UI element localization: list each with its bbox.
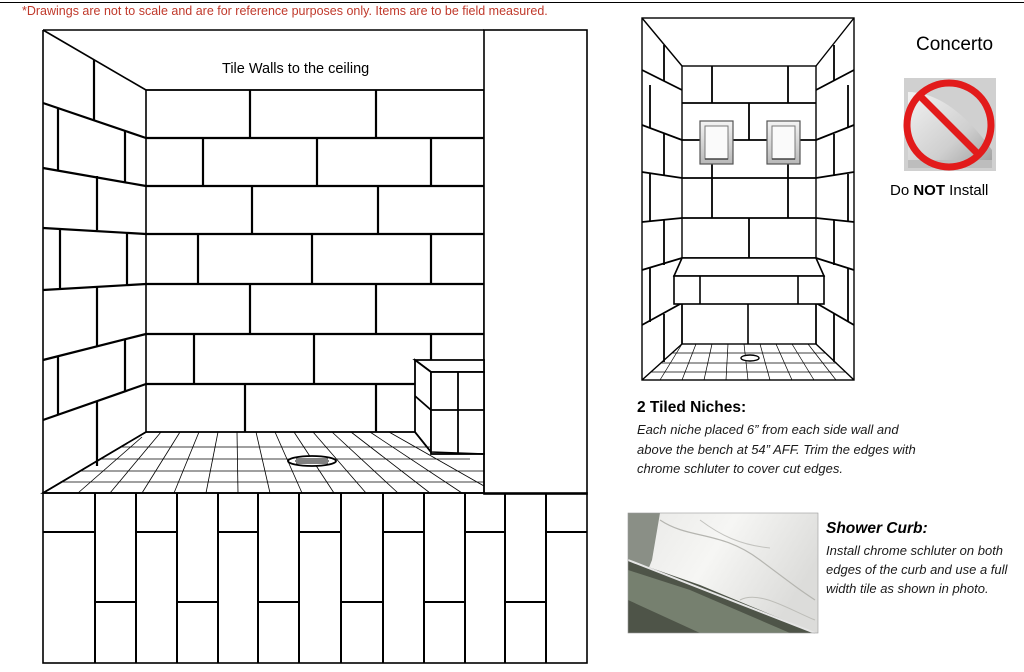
left-wall-tiles bbox=[43, 60, 146, 466]
small-drain-icon bbox=[741, 355, 759, 361]
niche-elevation-bench bbox=[674, 258, 824, 344]
wall-tile-label: Tile Walls to the ceiling bbox=[222, 61, 370, 77]
product-name: Concerto bbox=[916, 34, 994, 55]
niches-heading: 2 Tiled Niches: bbox=[637, 399, 747, 416]
curb-description: Install chrome schluter on both edges of the curb and use a full width tile as shown in photo. bbox=[826, 543, 1008, 597]
warning-suffix: Install bbox=[945, 182, 989, 199]
niche-elevation-floor bbox=[651, 344, 846, 380]
tiled-niche-left bbox=[700, 121, 733, 164]
shower-floor bbox=[43, 432, 484, 493]
tiled-niche-right bbox=[767, 121, 800, 164]
do-not-install-label bbox=[890, 182, 988, 199]
floor-drain-icon bbox=[288, 456, 336, 466]
warning-emphasis: NOT bbox=[913, 182, 946, 199]
disclaimer-note: *Drawings are not to scale and are for reference purposes only. Items are to be field measured. bbox=[22, 4, 548, 18]
main-shower-elevation bbox=[43, 30, 587, 494]
niches-description: Each niche placed 6” from each side wall and above the bench at 54” AFF. Trim the edges with chrome schluter to cover cut edges. bbox=[637, 422, 916, 476]
bathroom-floor-tiles bbox=[43, 493, 587, 663]
bench bbox=[415, 360, 484, 454]
curb-heading: Shower Curb: bbox=[826, 520, 928, 537]
shower-curb-photo bbox=[628, 513, 818, 633]
warning-prefix: Do bbox=[890, 182, 914, 199]
